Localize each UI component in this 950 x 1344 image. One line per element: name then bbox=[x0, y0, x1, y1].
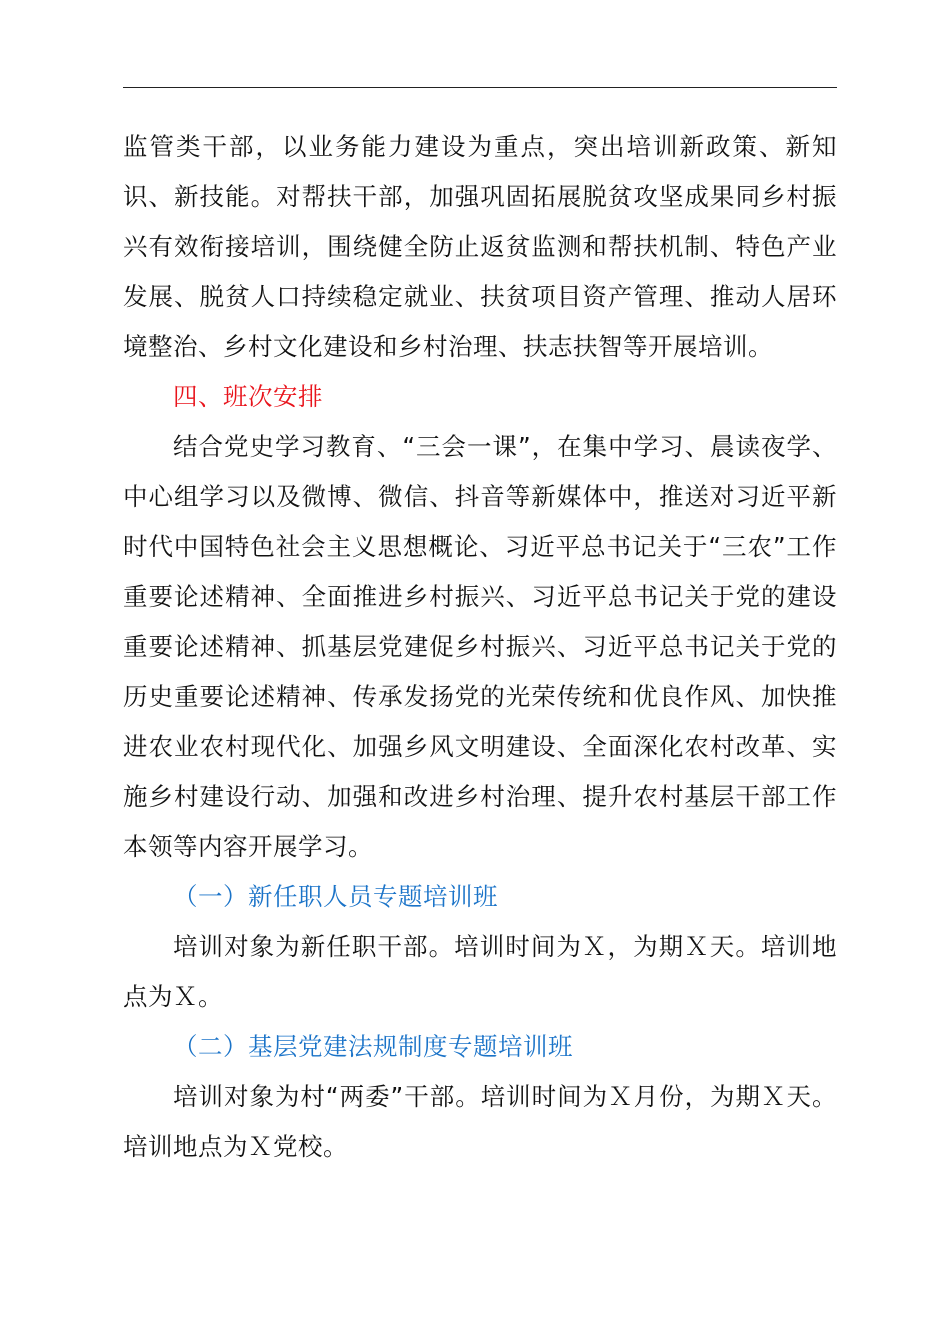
subheading-party-regulation-class: （二）基层党建法规制度专题培训班 bbox=[173, 1032, 573, 1061]
header-rule bbox=[123, 87, 837, 88]
section-heading-class-arrangement: 四、班次安排 bbox=[173, 382, 323, 411]
document-body bbox=[123, 122, 837, 1172]
subheading-new-staff-class: （一）新任职人员专题培训班 bbox=[173, 882, 498, 911]
paragraph-cadre-training: 监管类干部，以业务能力建设为重点，突出培训新政策、新知识、新技能。对帮扶干部，加强巩固拓展脱贫攻坚成果同乡村振兴有效衔接培训，围绕健全防止返贫监测和帮扶机制、特色产业发展、脱贫人口持续稳定就业、扶贫项目资产管理、推动人居环境整治、乡村文化建设和乡村治理、扶志扶智等开展培训。 bbox=[123, 132, 837, 361]
paragraph-study-content: 结合党史学习教育、“三会一课”，在集中学习、晨读夜学、中心组学习以及微博、微信、抖音等新媒体中，推送对习近平新时代中国特色社会主义思想概论、习近平总书记关于“三农”工作重要论述精神、全面推进乡村振兴、习近平总书记关于党的建设重要论述精神、抓基层党建促乡村振兴、习近平总书记关于党的历史重要论述精神、传承发扬党的光荣传统和优良作风、加快推进农业农村现代化、加强乡风文明建设、全面深化农村改革、实施乡村建设行动、加强和改进乡村治理、提升农村基层干部工作本领等内容开展学习。 bbox=[123, 432, 837, 861]
paragraph-party-regulation-details: 培训对象为村“两委”干部。培训时间为Ｘ月份，为期Ｘ天。培训地点为Ｘ党校。 bbox=[123, 1082, 837, 1161]
paragraph-new-staff-details: 培训对象为新任职干部。培训时间为Ｘ，为期Ｘ天。培训地点为Ｘ。 bbox=[123, 932, 837, 1011]
